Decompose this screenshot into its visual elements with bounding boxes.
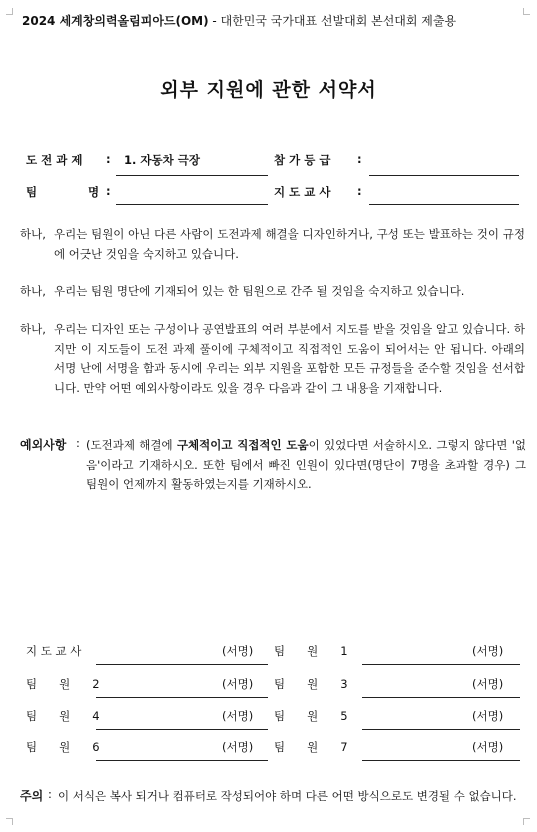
signature-field[interactable] bbox=[96, 664, 268, 665]
header-event-name: 2024 세계창의력올림피아드(OM) bbox=[22, 14, 209, 28]
pledge-text: 우리는 팀원 명단에 기재되어 있는 한 팀원으로 간주 될 것임을 숙지하고 있습니다. bbox=[54, 284, 465, 298]
pledge-lead: 하나, bbox=[20, 284, 46, 298]
advisor-colon: : bbox=[357, 184, 362, 198]
signer-label: 팀 원 3 bbox=[274, 677, 348, 691]
exception-colon: : bbox=[76, 436, 80, 450]
signature-field[interactable] bbox=[96, 760, 268, 761]
corner-mark-bottom-left bbox=[6, 818, 13, 825]
sign-mark: (서명) bbox=[472, 644, 504, 658]
pledge-2 bbox=[20, 282, 525, 302]
exception-emphasis: 구체적이고 직접적인 도움 bbox=[176, 438, 309, 452]
challenge-label: 도 전 과 제 bbox=[26, 153, 83, 167]
challenge-underline bbox=[116, 175, 268, 176]
signature-field[interactable] bbox=[362, 729, 520, 730]
advisor-label: 지 도 교 사 bbox=[274, 185, 331, 199]
sign-mark: (서명) bbox=[222, 740, 254, 754]
exception-text: (도전과제 해결에 구체적이고 직접적인 도움이 있었다면 서술하시오. 그렇지 않다면 '없음'이라고 기재하시오. 또한 팀에서 빠진 인원이 있다면(명단이 7명을 초과할 경우) 그 팀원이 언제까지 활동하였는지를 기재하시오. bbox=[86, 438, 526, 491]
team-colon: : bbox=[106, 184, 111, 198]
signature-field[interactable] bbox=[362, 664, 520, 665]
signer-label: 팀 원 7 bbox=[274, 740, 348, 754]
sign-mark: (서명) bbox=[472, 677, 504, 691]
sign-mark: (서명) bbox=[472, 709, 504, 723]
pledge-3 bbox=[20, 320, 525, 398]
signature-field[interactable] bbox=[96, 697, 268, 698]
grade-label: 참 가 등 급 bbox=[274, 153, 331, 167]
note-text: 이 서식은 복사 되거나 컴퓨터로 작성되어야 하며 다른 어떤 방식으로도 변경될 수 없습니다. bbox=[58, 789, 517, 803]
grade-colon: : bbox=[357, 152, 362, 166]
pledge-1 bbox=[20, 225, 525, 264]
page-header bbox=[22, 12, 456, 29]
corner-mark-bottom-right bbox=[523, 818, 530, 825]
team-name-field[interactable] bbox=[116, 204, 268, 205]
exception-writing-area[interactable] bbox=[86, 500, 526, 630]
signature-field[interactable] bbox=[362, 697, 520, 698]
note-colon: : bbox=[48, 787, 52, 801]
sign-mark: (서명) bbox=[222, 709, 254, 723]
corner-mark-top-left bbox=[6, 8, 13, 15]
corner-mark-top-right bbox=[523, 8, 530, 15]
signature-field[interactable] bbox=[362, 760, 520, 761]
team-label-second: 명 bbox=[88, 185, 100, 199]
pledge-lead: 하나, bbox=[20, 227, 46, 241]
signer-label: 팀 원 5 bbox=[274, 709, 348, 723]
exception-label: 예외사항 bbox=[20, 438, 67, 452]
pledge-text: 우리는 디자인 또는 구성이나 공연발표의 여러 부분에서 지도를 받을 것임을 알고 있습니다. 하지만 이 지도들이 도전 과제 풀이에 구체적이고 직접적인 도움이 되어서는 안 됩니다. 아래의 서명 난에 서명을 함과 동시에 우리는 외부 지원을 포함한 모든 규정들을 준수할 것임을 선서합니다. 만약 어떤 예외사항이라도 있을 경우 다음과 같이 그 내용을 기재합니다. bbox=[54, 322, 525, 395]
note-label: 주의 bbox=[20, 789, 44, 803]
sign-mark: (서명) bbox=[222, 644, 254, 658]
signer-label: 팀 원 1 bbox=[274, 644, 348, 658]
advisor-field[interactable] bbox=[369, 204, 519, 205]
team-label-first: 팀 bbox=[26, 185, 38, 199]
signature-field[interactable] bbox=[96, 729, 268, 730]
signer-label: 팀 원 4 bbox=[26, 709, 100, 723]
pledge-text: 우리는 팀원이 아닌 다른 사람이 도전과제 해결을 디자인하거나, 구성 또는 발표하는 것이 규정에 어긋난 것임을 숙지하고 있습니다. bbox=[54, 227, 525, 261]
grade-field[interactable] bbox=[369, 175, 519, 176]
challenge-value[interactable]: 1. 자동차 극장 bbox=[124, 153, 200, 167]
sign-mark: (서명) bbox=[472, 740, 504, 754]
header-purpose: - 대한민국 국가대표 선발대회 본선대회 제출용 bbox=[208, 14, 457, 28]
signer-label: 팀 원 2 bbox=[26, 677, 100, 691]
signer-label: 지 도 교 사 bbox=[26, 644, 82, 658]
sign-mark: (서명) bbox=[222, 677, 254, 691]
challenge-colon: : bbox=[106, 152, 111, 166]
pledge-lead: 하나, bbox=[20, 322, 46, 336]
page-title: 외부 지원에 관한 서약서 bbox=[160, 79, 377, 101]
signer-label: 팀 원 6 bbox=[26, 740, 100, 754]
